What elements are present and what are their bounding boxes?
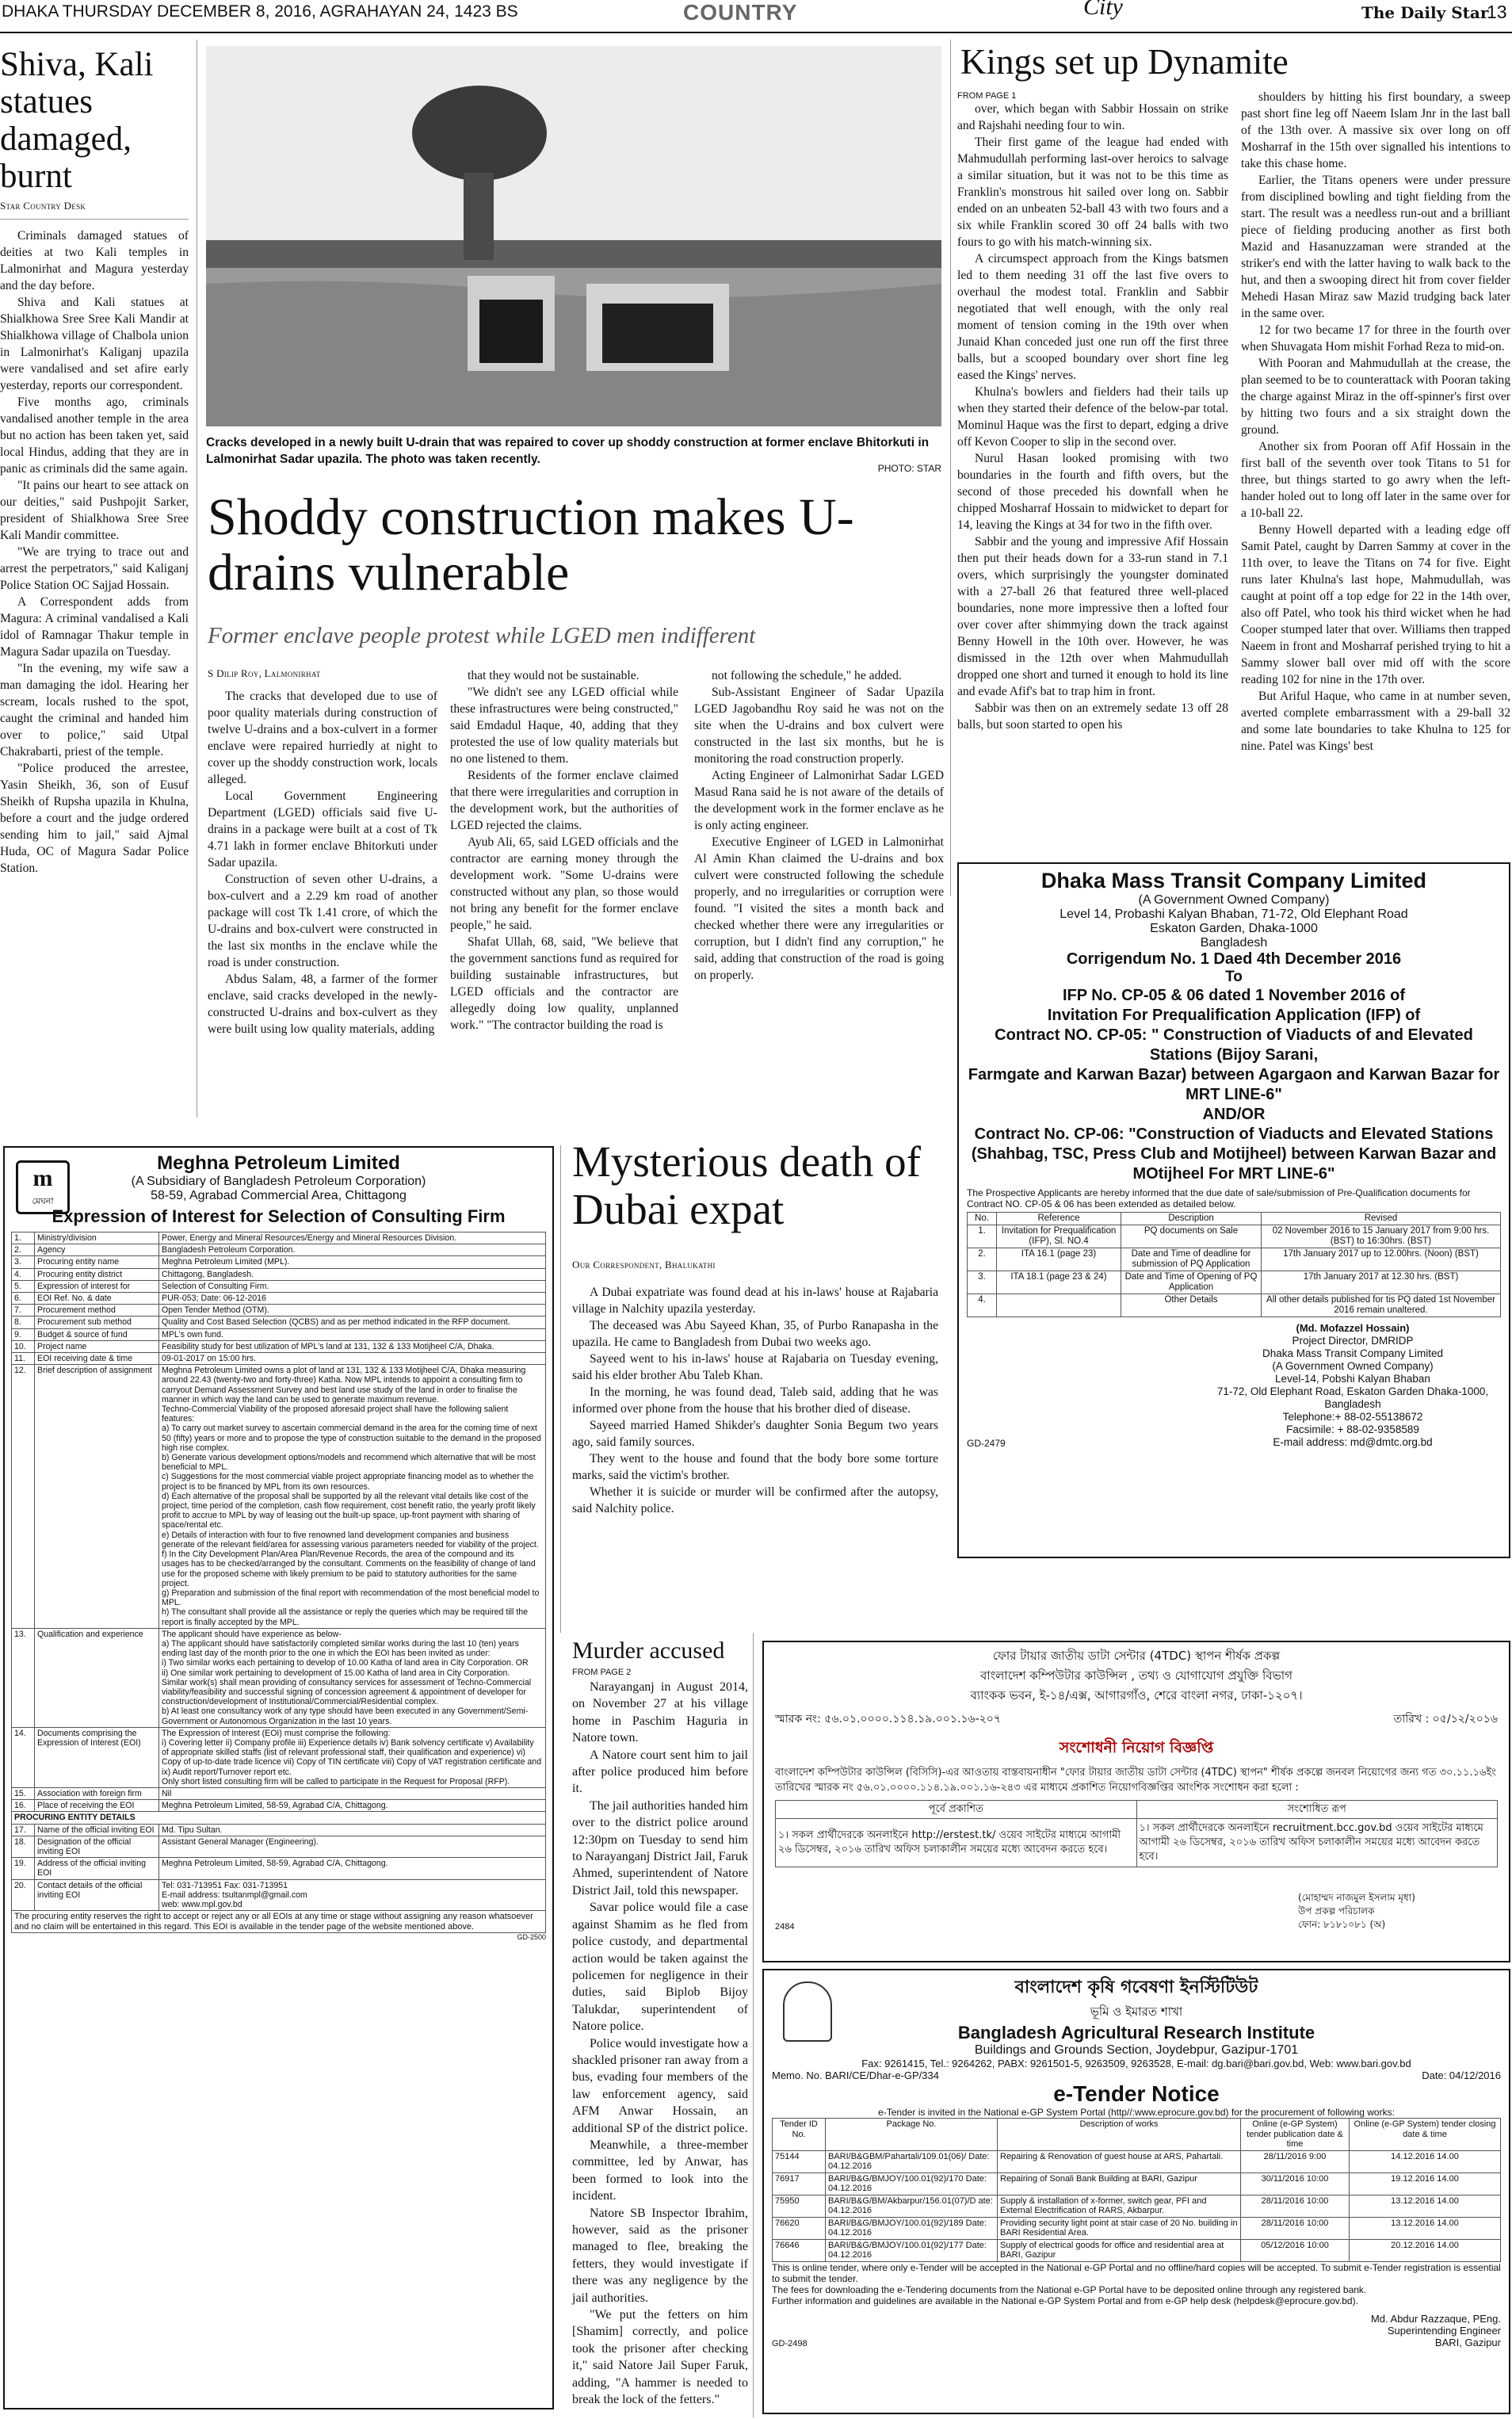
paragraph: Shafat Ullah, 68, said, "We believe that the government sanctions fund as required for building sustainable infrastructures, but LGED officials and the contractor are allegedly doing low quality, unplanned work." "The contractor building the road is bbox=[450, 935, 678, 1032]
bari-sig-name: Md. Abdur Razzaque, PEng. bbox=[1370, 2312, 1501, 2325]
bari-bn-section: ভূমি ও ইমারত শাখা bbox=[1090, 2004, 1183, 2019]
city-label: City bbox=[1083, 0, 1123, 20]
table-row bbox=[12, 1280, 546, 1292]
shoddy-col-2 bbox=[450, 667, 678, 1034]
table-cell: All other details published for tis PQ dated 1st November 2016 remain unaltered. bbox=[1262, 1294, 1501, 1317]
table-cell: Invitation for Prequalification (IFP), Sl. NO.4 bbox=[997, 1225, 1121, 1248]
shiva-article bbox=[0, 46, 189, 877]
dmtc-cp05-a: Contract NO. CP-05: " Construction of Viaducts of and Elevated Stations (Bijoy Sarani, bbox=[995, 1026, 1473, 1064]
shiva-headline: Shiva, Kali statues damaged, burnt bbox=[0, 46, 154, 195]
table-row bbox=[12, 1256, 546, 1268]
dmtc-sub: (A Government Owned Company) bbox=[1138, 893, 1330, 907]
bari-logo-icon bbox=[783, 1981, 832, 2042]
table-cell: 18. bbox=[12, 1836, 35, 1857]
dmtc-name: Dhaka Mass Transit Company Limited bbox=[1040, 869, 1427, 892]
table-cell: 14. bbox=[12, 1727, 35, 1787]
kings-headline: Kings set up Dynamite bbox=[960, 42, 1289, 82]
table-row bbox=[968, 1271, 1501, 1294]
u-drain-photo-illustration bbox=[206, 46, 941, 426]
dmtc-note: The Prospective Applicants are hereby informed that the due date of sale/submission of Pre-Qualification documents for Contract NO. CP-05 & 06 has been extended as detailed below. bbox=[967, 1187, 1471, 1210]
table-row bbox=[12, 1244, 546, 1256]
table-cell: Meghna Petroleum Limited owns a plot of land at 131, 132 & 133 Motijheel C/A, Dhaka measuring around 22.43 (twenty-two and forty-three) Katha. Now MPL intends to appoint a consulting firm to carryout Demand Assessment Survey and best land use study of the land in order to finalise the manner in which way the land can be used to generate maximum revenue. Techno-Commercial Viability of the proposed aforesaid project shall have the following salient features: a) To carry out market survey to ascertain commercial demand in the area for the coming time of next 50 (fifty) years or more and to propose the type of construction suitable to the demand in the proposed high rise complex. b) Generate various development options/models and recommend which alternative that will be most beneficial to MPL. c) Suggestions for the most commercial viable project appropriate financing model as to whether the project is to be financed by MPL from its own resources. d) Each alternative of the proposal shall be supported by all the relevant vital details like cost of the project, time period of the completion, cash flow requirement, cost benefit ratio, the yearly profit likely profit to accrue to MPL by way of leasing out the built-up space, up-front payment with sharing of space/rental etc. e) Details of interaction with four to five renowned land development companies and business generate of the relevant field/area for assessing various parameters needed for viability of the project. f) In the City Development Plan/Area Plan/Revenue Records, the area of the compound and its usages has to be checked/arranged by the consultant. Comments on the feasibility of change of land use for the proposed scheme with likely premium to be paid to statutory authorities for the same project. g) Preparation and submission of the final report with recommendation of the most beneficial model to MPL. h) The consultant shall provide all the assistance or reply the queries which may be required till the report is finally accepted by the MPL. bbox=[159, 1365, 546, 1628]
table-cell: 4. bbox=[968, 1294, 997, 1317]
paragraph: Sayeed went to his in-laws' house at Rajabaria on Tuesday evening, said his elder brother Abu Taleb Khan. bbox=[572, 1352, 938, 1382]
bcc-sig-phone: ফোন: ৮১৮১০৮১ (অ) bbox=[1298, 1919, 1386, 1930]
table-cell: 2. bbox=[12, 1244, 35, 1256]
table-cell: 09-01-2017 on 15:00 hrs. bbox=[159, 1353, 546, 1365]
bcc-body: বাংলাদেশ কম্পিউটার কাউন্সিল (বিসিসি)-এর আওতায় বাস্তবায়নাধীন "ফোর টায়ার জাতীয় ডাটা সেন্টার (4TDC) স্থাপন" শীর্ষক প্রকল্পে জনবল নিয়োগের জন্য গত ৩০.১১.১৬ইং তারিখের স্মারক নং ৫৬.০১.০০০০.১১৪.১৯.০০১.১৬-২৪৩ এর মাধ্যমে প্রকাশিত নিয়োগবিজ্ঞপ্তির আংশিক সংশোধন করা হলো : bbox=[775, 1767, 1496, 1794]
table-cell: 75950 bbox=[773, 2195, 826, 2217]
table-cell: 20.12.2016 14.00 bbox=[1350, 2239, 1501, 2261]
dmtc-table bbox=[967, 1212, 1501, 1317]
bari-memo: Memo. No. BARI/CE/Dhar-e-GP/334 bbox=[772, 2069, 939, 2081]
shoddy-col-3 bbox=[694, 667, 944, 984]
signature-line: Project Director, DMRIDP bbox=[1292, 1335, 1414, 1347]
table-cell: Procurement method bbox=[35, 1305, 159, 1317]
table-cell: Documents comprising the Expression of Interest (EOI) bbox=[35, 1727, 159, 1787]
table-cell: Project name bbox=[35, 1340, 159, 1352]
table-row bbox=[968, 1248, 1501, 1271]
table-cell: Brief description of assignment bbox=[35, 1365, 159, 1628]
table-cell bbox=[997, 1294, 1121, 1317]
bcc-line-1: ফোর টায়ার জাতীয় ডাটা সেন্টার (4TDC) স্থাপন শীর্ষক প্রকল্প bbox=[992, 1649, 1281, 1663]
table-cell: Power, Energy and Mineral Resources/Energy and Mineral Resources Division. bbox=[159, 1232, 546, 1244]
meghna-title: Expression of Interest for Selection of Consulting Firm bbox=[52, 1206, 506, 1226]
table-cell: 76620 bbox=[773, 2217, 826, 2239]
paragraph: Another six from Pooran off Afif Hossain in the first ball of the seventh over took Titans to 51 for three, but things started to go awry when the left-hander holed out to long off later in the same over for a 10-ball 22. bbox=[1241, 440, 1510, 520]
section-heading: PROCURING ENTITY DETAILS bbox=[12, 1812, 546, 1824]
shoddy-headline: Shoddy construction makes U-drains vulnerable bbox=[208, 488, 854, 602]
paragraph: that they would not be sustainable. bbox=[468, 669, 640, 682]
table-cell: Description of works bbox=[998, 2119, 1241, 2151]
bari-note-3: Further information and guidelines are available in the National e-GP System Portal and from e-GP help desk (helpdesk@eprocure.gov.bd). bbox=[772, 2295, 1358, 2306]
paragraph: Sayeed married Hamed Shikder's daughter Sonia Begum two years ago, said family sources. bbox=[572, 1419, 938, 1449]
table-cell: 6. bbox=[12, 1293, 35, 1305]
meghna-sub: (A Subsidiary of Bangladesh Petroleum Corporation) bbox=[131, 1175, 426, 1188]
paragraph: A circumspect approach from the Kings batsmen led to them needing 31 off the last five overs to overhaul the modest total. Franklin and Sabbir negotiated that well enough, with the only real moment of tension coming in the 19th over when Junaid Khan conceded just one run off the first three balls, but a scooped boundary over short fine leg eased the Kings' nerves. bbox=[957, 252, 1228, 382]
shiva-byline: Star Country Desk bbox=[0, 200, 189, 220]
bari-sub: Buildings and Grounds Section, Joydebpur, Gazipur-1701 bbox=[974, 2043, 1299, 2057]
meghna-logo bbox=[16, 1160, 70, 1214]
paragraph: The cracks that developed due to use of poor quality materials during construction of twelve U-drains and a box-culvert in a former enclave were repaired hurriedly at night to cover up the shoddy construction work, locals alleged. bbox=[208, 690, 437, 786]
page-number: 13 bbox=[1487, 2, 1507, 22]
paragraph: 12 for two became 17 for three in the fourth over when Shuvagata Hom mishit Forhad Reza to mid-on. bbox=[1241, 323, 1510, 353]
dmtc-cp05-b: Farmgate and Karwan Bazar) between Agargaon and Karwan Bazar for MRT LINE-6" bbox=[968, 1066, 1500, 1103]
table-cell: Procurement sub method bbox=[35, 1317, 159, 1328]
table-cell: EOI receiving date & time bbox=[35, 1353, 159, 1365]
signature-line: 71-72, Old Elephant Road, Eskaton Garden Dhaka-1000, Bangladesh bbox=[1216, 1385, 1489, 1410]
photo-credit: PHOTO: STAR bbox=[877, 463, 941, 474]
paragraph: In the morning, he was found dead, Taleb said, adding that he was informed over phone from the house that his brother died of disease. bbox=[572, 1385, 938, 1416]
table-row bbox=[12, 1328, 546, 1340]
table-row bbox=[968, 1294, 1501, 1317]
paragraph: Abdus Salam, 48, a farmer of the former enclave, said cracks developed in the newly-constructed U-drains and box-culvert as they were built using low quality materials, adding bbox=[208, 973, 437, 1036]
paragraph: Criminals damaged statues of deities at two Kali temples in Lalmonirhat and Magura yesterday and the day before. bbox=[0, 229, 189, 292]
bcc-head-old: পূর্বে প্রকাশিত bbox=[776, 1801, 1137, 1819]
page-header bbox=[0, 0, 1512, 33]
table-row bbox=[12, 1305, 546, 1317]
table-row bbox=[12, 1268, 546, 1280]
table-cell: 28/11/2016 10:00 bbox=[1241, 2195, 1350, 2217]
paragraph: Construction of seven other U-drains, a box-culvert and a 2.29 km road of another package will cost Tk 1.41 crore, of which the U-drains and box-culvert were constructed in the last six months in the enclave while the road is under construction. bbox=[208, 873, 437, 969]
meghna-code: GD-2500 bbox=[517, 1933, 546, 1942]
dmtc-signature bbox=[1205, 1322, 1501, 1449]
table-row bbox=[773, 2195, 1501, 2217]
shoddy-subhead: Former enclave people protest while LGED men indifferent bbox=[208, 623, 756, 648]
table-cell: 20. bbox=[12, 1879, 35, 1911]
table-cell: 8. bbox=[12, 1317, 35, 1328]
table-cell: Other Details bbox=[1121, 1294, 1262, 1317]
table-cell: Expression of interest for bbox=[35, 1280, 159, 1292]
paragraph: "We are trying to trace out and arrest the perpetrators," said Kaliganj Police Station OC Sajjad Hossain. bbox=[0, 545, 189, 592]
shoddy-byline: S Dilip Roy, Lalmonirhat bbox=[208, 667, 321, 679]
dateline: DHAKA THURSDAY DECEMBER 8, 2016, AGRAHAYAN 24, 1423 BS bbox=[2, 2, 518, 21]
paragraph: "In the evening, my wife saw a man damaging the idol. Hearing her scream, locals rushed to the spot, caught the criminal and handed him over to police," said Utpal Chakrabarti, priest of the temple. bbox=[0, 662, 189, 759]
dubai-headline: Mysterious death of Dubai expat bbox=[572, 1137, 921, 1233]
table-cell: Selection of Consulting Firm. bbox=[159, 1280, 546, 1292]
table-row bbox=[968, 1225, 1501, 1248]
dubai-byline: Our Correspondent, Bhalukathi bbox=[572, 1259, 716, 1271]
table-row bbox=[773, 2150, 1501, 2173]
table-row bbox=[12, 1628, 546, 1727]
table-cell: Feasibility study for best utilization of MPL's land at 131, 132 & 133 Motijheel C/A, Dhaka. bbox=[159, 1340, 546, 1352]
bcc-date: তারিখ : ০৫/১২/২০১৬ bbox=[1393, 1713, 1498, 1725]
table-cell: Meghna Petroleum Limited (MPL). bbox=[159, 1256, 546, 1268]
paragraph: They went to the house and found that the body bore some torture marks, said the victim's brother. bbox=[572, 1452, 938, 1482]
bari-note-2: The fees for downloading the e-Tendering documents from the National e-GP Portal have to be deposited online through any registered bank. bbox=[772, 2283, 1367, 2295]
signature-line: E-mail address: md@dmtc.org.bd bbox=[1273, 1436, 1433, 1448]
shoddy-col-1 bbox=[208, 688, 437, 1038]
table-cell: Name of the official inviting EOI bbox=[35, 1824, 159, 1836]
bari-sig-place: BARI, Gazipur bbox=[1434, 2336, 1501, 2348]
table-cell: 19. bbox=[12, 1858, 35, 1879]
dmtc-to: To bbox=[1225, 969, 1243, 985]
table-row bbox=[773, 2173, 1501, 2195]
paragraph: Acting Engineer of Lalmonirhat Sadar LGED Masud Rana said he is not aware of the details of the development work in the former enclave as he is only acting engineer. bbox=[694, 769, 944, 832]
murder-headline: Murder accused bbox=[572, 1638, 725, 1664]
meghna-ad bbox=[3, 1146, 554, 2409]
dmtc-code: GD-2479 bbox=[967, 1438, 1006, 1449]
table-row bbox=[12, 1879, 546, 1911]
table-cell: Ministry/division bbox=[35, 1232, 159, 1244]
table-cell: 1. bbox=[12, 1232, 35, 1244]
signature-line: (Md. Mofazzel Hossain) bbox=[1296, 1322, 1410, 1334]
paragraph: Savar police would file a case against Shamim as he fled from police custody, and departmental action would be taken against the policemen for negligence in their duties, said Biplob Bijoy Talukdar, superintendent of Natore police. bbox=[572, 1901, 748, 2034]
bari-date: Date: 04/12/2016 bbox=[1422, 2069, 1501, 2081]
paragraph: Earlier, the Titans openers were under pressure from disciplined bowling and tight fielding from the start. The result was a needless run-out and a brilliant piece of fielding producing another as first both Mazid and Hasanuzzaman were stranded at the striker's end with the latter having to walk back to the hut, and then a swooping direct hit from cover fielder Mehedi Hasan Miraz saw Mazid trudging back later in the same over. bbox=[1241, 174, 1510, 320]
table-cell: Online (e-GP System) tender publication date & time bbox=[1241, 2119, 1350, 2151]
paragraph: not following the schedule," he added. bbox=[712, 669, 902, 682]
kings-from: FROM PAGE 1 bbox=[957, 91, 1017, 101]
paragraph: Ayub Ali, 65, said LGED officials and the contractor are earning money through the development work. "Some U-drains were constructed without any plan, so those would not bring any benefit for the former enclave people," he said. bbox=[450, 835, 678, 932]
signature-line: Dhaka Mass Transit Company Limited bbox=[1262, 1347, 1444, 1359]
signature-line: Telephone:+ 88-02-55138672 bbox=[1282, 1411, 1423, 1423]
paragraph: Police would investigate how a shackled prisoner ran away from a bus, evading four members of the law enforcement agency, said AFM Anwar Hossain, an additional SP of the district police. bbox=[572, 2036, 748, 2135]
table-cell: Procuring entity district bbox=[35, 1268, 159, 1280]
paragraph: "We put the fetters on him [Shamim] correctly, and police took the prisoner after checking it," said Natore Jail Super Faruk, adding, "A hammer is needed to break the lock of the fetters." bbox=[572, 2308, 748, 2407]
paragraph: Meanwhile, a three-member committee, led by Anwar, has been formed to look into the incident. bbox=[572, 2138, 748, 2203]
paragraph: Whether it is suicide or murder will be confirmed after the autopsy, said Nalchity police. bbox=[572, 1485, 938, 1515]
table-cell: 13.12.2016 14.00 bbox=[1350, 2195, 1501, 2217]
table-cell: Qualification and experience bbox=[35, 1628, 159, 1727]
paragraph: Sabbir and the young and impressive Afif Hossain then put their heads down for a 33-run stand in 7.1 overs, which surprisingly the youngster dominated with a 27-ball 26 that featured three well-placed boundaries, none more impressive then a lofted four over cover after shimmying down the track against Benny Howell in the 10th over. However, he was dismissed in the 12th over when Mahmudullah dropped one short and turned it enough to hold its line and evade Afif's bat to trap him in front. bbox=[957, 535, 1228, 698]
table-cell: Revised bbox=[1262, 1213, 1501, 1225]
table-row bbox=[12, 1317, 546, 1328]
paragraph: Five months ago, criminals vandalised another temple in the area but no action has been taken yet, said local Hindus, adding that they are in panic as criminals did the same again. bbox=[0, 396, 189, 476]
table-cell: 15. bbox=[12, 1787, 35, 1799]
dmtc-address-2: Eskaton Garden, Dhaka-1000 bbox=[1150, 922, 1318, 935]
masthead: The Daily Star bbox=[1361, 3, 1489, 22]
bari-bn-name: বাংলাদেশ কৃষি গবেষণা ইনস্টিটিউট bbox=[1014, 1978, 1258, 1997]
paragraph: Local Government Engineering Department (LGED) officials said five U-drains in a package were built at a cost of Tk 4.71 lakh in former enclave Bhitorkuti under Sadar upazila. bbox=[208, 789, 437, 869]
table-cell: Meghna Petroleum Limited, 58-59, Agrabad C/A, Chittagong. bbox=[159, 1858, 546, 1879]
table-cell: 3. bbox=[12, 1256, 35, 1268]
section-name: COUNTRY bbox=[683, 0, 798, 25]
table-cell: 30/11/2016 10:00 bbox=[1241, 2173, 1350, 2195]
paragraph: Narayanganj in August 2014, on November 27 at his village home in Paschim Haguria in Natore town. bbox=[572, 1680, 748, 1745]
table-cell: PQ documents on Sale bbox=[1121, 1225, 1262, 1248]
bari-name: Bangladesh Agricultural Research Institute bbox=[957, 2023, 1315, 2043]
meghna-table bbox=[11, 1232, 546, 1911]
table-cell: ITA 18.1 (page 23 & 24) bbox=[997, 1271, 1121, 1294]
table-cell: Agency bbox=[35, 1244, 159, 1256]
table-cell: Nil bbox=[159, 1787, 546, 1799]
paragraph: Sabbir was then on an extremely sedate 13 off 28 balls, but soon started to open his bbox=[957, 701, 1228, 732]
table-cell: 17th January 2017 at 12.30 hrs. (BST) bbox=[1262, 1271, 1501, 1294]
paragraph: The deceased was Abu Sayeed Khan, 35, of Purbo Ranapasha in the upazila. He came to Bangladesh from Dubai two weeks ago. bbox=[572, 1319, 938, 1349]
table-cell: 76646 bbox=[773, 2239, 826, 2261]
bcc-code: 2484 bbox=[775, 1922, 795, 1932]
table-cell: Supply of electrical goods for office and residential area at BARI, Gazipur bbox=[998, 2239, 1241, 2261]
dmtc-andor: AND/OR bbox=[1202, 1106, 1266, 1123]
dmtc-address-1: Level 14, Probashi Kalyan Bhaban, 71-72, Old Elephant Road bbox=[1060, 908, 1408, 921]
paragraph: A Natore court sent him to jail after police produced him before it. bbox=[572, 1748, 748, 1796]
paragraph: The jail authorities handed him over to the district police around 12:30pm on Tuesday to send him to Narayanganj District Jail, Faruk Ahmed, superintendent of Natore District Jail, told this newspaper. bbox=[572, 1798, 748, 1897]
bari-note-1: This is online tender, where only e-Tender will be accepted in the National e-GP Portal and no offline/hard copies will be accepted. To submit e-Tender registration is essential to submit the tender. bbox=[772, 2261, 1501, 2284]
table-cell: 10. bbox=[12, 1340, 35, 1352]
paragraph: A Dubai expatriate was found dead at his in-laws' house at Rajabaria village in Nalchity upazila yesterday. bbox=[572, 1286, 938, 1316]
table-cell: Date and Time of deadline for submission of PQ Application bbox=[1121, 1248, 1262, 1271]
table-cell: MPL's own fund. bbox=[159, 1328, 546, 1340]
bcc-sig-title: উপ প্রকল্প পরিচালক bbox=[1298, 1905, 1375, 1916]
table-cell: 5. bbox=[12, 1280, 35, 1292]
table-cell: Description bbox=[1121, 1213, 1262, 1225]
table-cell: 14.12.2016 14.00 bbox=[1350, 2150, 1501, 2173]
table-cell: PUR-053; Date: 06-12-2016 bbox=[159, 1293, 546, 1305]
table-cell: 11. bbox=[12, 1353, 35, 1365]
table-cell: 7. bbox=[12, 1305, 35, 1317]
table-cell: Designation of the official inviting EOI bbox=[35, 1836, 159, 1857]
paragraph: Their first game of the league had ended with Mahmudullah performing last-over heroics to salvage a similar situation, but it was not to be this time as Franklin's monstrous hit sailed over long on. Sabbir ended on an unbeaten 52-ball 43 with two fours and a six while Franklin scored 30 off 24 balls with two fours to go with his match-winning six. bbox=[957, 136, 1228, 249]
table-cell: Procuring entity name bbox=[35, 1256, 159, 1268]
table-row bbox=[773, 2239, 1501, 2261]
kings-col-2 bbox=[1241, 89, 1510, 755]
signature-line: Level-14, Pobshi Kalyan Bhaban bbox=[1275, 1373, 1430, 1385]
paragraph: Khulna's bowlers and fielders had their tails up when they started their defence of the below-par total. Mominul Haque was the first to depart, edging a drive off Kevon Cooper to slip in the second over. bbox=[957, 385, 1228, 449]
paragraph: shoulders by hitting his first boundary, a sweep past short fine leg off Naeem Islam Jnr in the last ball of the 13th over. A massive six over long on off Mosharraf in the 15th over signalled his intentions to take this chase home. bbox=[1241, 90, 1510, 170]
bcc-sig-name: (মোহাম্মদ নাজমুল ইসলাম মৃধা) bbox=[1298, 1892, 1415, 1903]
table-cell: Tel: 031-713951 Fax: 031-713951 E-mail address: tsultanmpl@gmail.com web: www.mpl.gov.bd bbox=[159, 1879, 546, 1911]
story-photo bbox=[206, 46, 941, 426]
paragraph: Residents of the former enclave claimed that there were irregularities and corruption in the development work, but the authorities of LGED rejected the claims. bbox=[450, 769, 678, 832]
signature-line: Facsimile: + 88-02-9358589 bbox=[1286, 1424, 1419, 1435]
logo-mark-icon: m bbox=[32, 1165, 53, 1191]
table-row bbox=[12, 1727, 546, 1787]
table-cell: 4. bbox=[12, 1268, 35, 1280]
table-cell: 02 November 2016 to 15 January 2017 from 9:00 hrs. (BST) to 16:30hrs. (BST) bbox=[1262, 1225, 1501, 1248]
paragraph: "It pains our heart to see attack on our deities," said Pushpojit Sarker, president of Shialkhowa Sree Sree Kali Mandir committee. bbox=[0, 479, 189, 542]
dmtc-ad bbox=[957, 862, 1510, 1558]
table-cell: Md. Tipu Sultan. bbox=[159, 1824, 546, 1836]
table-cell: Date and Time of Opening of PQ Application bbox=[1121, 1271, 1262, 1294]
paragraph: "We didn't see any LGED official while these infrastructures were being constructed," said Emdadul Haque, 40, adding that they protested the use of low quality materials but no one listened to them. bbox=[450, 686, 678, 766]
bari-sig-title: Superintending Engineer bbox=[1387, 2324, 1501, 2337]
table-row bbox=[12, 1293, 546, 1305]
table-cell: 19.12.2016 14.00 bbox=[1350, 2173, 1501, 2195]
table-row bbox=[12, 1858, 546, 1879]
table-cell: Bangladesh Petroleum Corporation. bbox=[159, 1244, 546, 1256]
table-row bbox=[12, 1232, 546, 1244]
table-cell: 1. bbox=[968, 1225, 997, 1248]
table-cell: Open Tender Method (OTM). bbox=[159, 1305, 546, 1317]
table-row bbox=[12, 1787, 546, 1799]
table-cell: Package No. bbox=[826, 2119, 998, 2151]
bari-table bbox=[772, 2118, 1501, 2262]
bcc-line-3: ব্যাংকক ভবন, ই-১৪/এক্স, আগারগাঁও, শেরে বাংলা নগর, ঢাকা-১২০৭। bbox=[970, 1688, 1303, 1702]
bari-ad bbox=[762, 1969, 1510, 2414]
bcc-memo: স্মারক নং: ৫৬.০১.০০০০.১১৪.১৯.০০১.১৬-২০৭ bbox=[775, 1713, 1001, 1725]
table-cell: Meghna Petroleum Limited, 58-59, Agrabad C/A, Chittagong. bbox=[159, 1800, 546, 1812]
paragraph: Executive Engineer of LGED in Lalmonirhat Al Amin Khan claimed the U-drains and box culvert were constructed following the schedule properly, and no irregularities or corruption were found. "I visited the sites a month back and checked whether there were any irregularities or corruption, but I didn't find any corruption," he said, adding that construction of the road is going on properly. bbox=[694, 835, 944, 982]
paragraph: Natore SB Inspector Ibrahim, however, said as the prisoner managed to flee, breaking the fetters, they would investigate if there was any negligence by the jail authorities. bbox=[572, 2206, 748, 2305]
paragraph: "Police produced the arrestee, Yasin Sheikh, 36, son of Eusuf Sheikh of Rupsha upazila in Khulna, before a court and the judge ordered sending him to jail," said Ajmal Huda, OC of Magura Sadar Police Station. bbox=[0, 762, 189, 875]
table-cell: Repairing & Renovation of guest house at ARS, Pahartali. bbox=[998, 2150, 1241, 2173]
bari-intro: e-Tender is invited in the National e-GP System Portal (http//:www.eprocure.gov.bd) for the procurement of following works: bbox=[878, 2107, 1395, 2118]
table-cell: EOI Ref. No. & date bbox=[35, 1293, 159, 1305]
paragraph: Benny Howell departed with a leading edge off Samit Patel, caught by Darren Sammy at cover in the 11th over, to leave the Titans on 74 for five. Eight runs later Khulna's last hope, Mahmudullah, was caught at point off a top edge for 22 in the 14th over, also off Patel, who took his third wicket when he had Cooper stumped later that over. Williams then trapped Naeem in front and Mosharraf perished trying to hit a Sammy slower ball over mid off with the score reading 102 for nine in the 17th over. bbox=[1241, 523, 1510, 686]
table-cell: Association with foreign firm bbox=[35, 1787, 159, 1799]
table-cell: 05/12/2016 10:00 bbox=[1241, 2239, 1350, 2261]
table-cell: BARI/B&G/BMJOY/100.01(92)/189 Date: 04.12.2016 bbox=[826, 2217, 998, 2239]
table-cell: ITA 16.1 (page 23) bbox=[997, 1248, 1121, 1271]
table-cell: 16. bbox=[12, 1800, 35, 1812]
bari-code: GD-2498 bbox=[772, 2338, 808, 2348]
bcc-ad bbox=[762, 1641, 1510, 1962]
meghna-footer: The procuring entity reserves the right to accept or reject any or all EOIs at any time or stage without assigning any reason whatsoever and no claim will be entertained in this regard. This EOI is available in the tender page of the website mentioned above. bbox=[11, 1911, 546, 1933]
table-cell: 2. bbox=[968, 1248, 997, 1271]
dmtc-ifp: IFP No. CP-05 & 06 dated 1 November 2016 of bbox=[1062, 987, 1405, 1004]
table-cell: Tender ID No. bbox=[773, 2119, 826, 2151]
murder-from: FROM PAGE 2 bbox=[572, 1668, 632, 1677]
paragraph: With Pooran and Mahmudullah at the crease, the plan seemed to be to counterattack with Pooran taking the charge against Miraz in the off-spinner's first over by hitting two fours and a six straight down the ground. bbox=[1241, 357, 1510, 437]
table-row bbox=[12, 1800, 546, 1812]
paragraph: But Ariful Haque, who came in at number seven, averted complete embarrassment with a 29-ball 32 and some late boundaries to take Khulna to 125 for nine. Patel was Kings' best bbox=[1241, 690, 1510, 753]
dmtc-cp06: Contract No. CP-06: "Construction of Viaducts and Elevated Stations (Shahbag, TSC, Press Club and Motijheel) between Karwan Bazar and MOtijheel For MRT LINE-6" bbox=[971, 1125, 1497, 1183]
signature-line: (A Government Owned Company) bbox=[1272, 1360, 1434, 1372]
bcc-old-text: ১। সকল প্রার্থীদেরকে অনলাইনে http://erstest.tk/ ওয়েব সাইটের মাধ্যমে আগামী ২৬ ডিসেম্বর, ২০১৬ তারিখ অফিস চলাকালীন সময়ের মধ্যে আবেদন করতে হবে। bbox=[776, 1819, 1137, 1867]
table-cell: 28/11/2016 10:00 bbox=[1241, 2217, 1350, 2239]
logo-text: মেঘনা bbox=[32, 1196, 54, 1206]
table-cell: 76917 bbox=[773, 2173, 826, 2195]
table-row bbox=[12, 1824, 546, 1836]
table-cell: BARI/B&G/BMJOY/100.01(92)/170 Date: 04.12.2016 bbox=[826, 2173, 998, 2195]
dmtc-invitation: Invitation For Prequalification Application (IFP) of bbox=[1047, 1007, 1421, 1024]
paragraph: Sub-Assistant Engineer of Sadar Upazila LGED Jagobandhu Roy said he was not on the site when the U-drains and box culvert were constructed in the last six months, but he is monitoring the road construction properly. bbox=[694, 686, 944, 766]
table-cell: BARI/B&GBM/Pahartali/109.01(06)/ Date: 04.12.2016 bbox=[826, 2150, 998, 2173]
table-cell: 17. bbox=[12, 1824, 35, 1836]
table-cell: 9. bbox=[12, 1328, 35, 1340]
dmtc-corrigendum: Corrigendum No. 1 Daed 4th December 2016 bbox=[1066, 950, 1402, 968]
table-cell: 28/11/2016 9:00 bbox=[1241, 2150, 1350, 2173]
paragraph: A Correspondent adds from Magura: A criminal vandalised a Kali idol of Ramnagar Thakur temple in Magura Sadar upazila on Tuesday. bbox=[0, 595, 189, 659]
table-row bbox=[12, 1365, 546, 1628]
table-cell: Providing security light point at stair case of 20 No. building in BARI Residential Area. bbox=[998, 2217, 1241, 2239]
meghna-address: 58-59, Agrabad Commercial Area, Chittagong bbox=[151, 1189, 407, 1202]
table-cell: 75144 bbox=[773, 2150, 826, 2173]
bcc-line-2: বাংলাদেশ কম্পিউটার কাউন্সিল , তথ্য ও যোগাযোগ প্রযুক্তি বিভাগ bbox=[980, 1668, 1292, 1683]
table-cell: Quality and Cost Based Selection (QCBS) and as per method indicated in the RFP document. bbox=[159, 1317, 546, 1328]
table-cell: Assistant General Manager (Engineering). bbox=[159, 1836, 546, 1857]
table-cell: Contact details of the official inviting EOI bbox=[35, 1879, 159, 1911]
table-cell: 13.12.2016 14.00 bbox=[1350, 2217, 1501, 2239]
paragraph: Nurul Hasan looked promising with two boundaries in the fourth and fifth overs, but the second of those preceded his downfall when he chipped Mosharraf Hossain to midwicket to depart for 14, leaving the Kings at 34 for two in the fifth over. bbox=[957, 452, 1228, 532]
table-cell: Address of the official inviting EOI bbox=[35, 1858, 159, 1879]
table-cell: BARI/B&G/BMJOY/100.01(92)/177 Date: 04.12.2016 bbox=[826, 2239, 998, 2261]
table-cell: BARI/B&G/BM/Akbarpur/156.01(07)/D ate: 04.12.2016 bbox=[826, 2195, 998, 2217]
kings-col-1 bbox=[957, 101, 1228, 733]
bcc-head-new: সংশোধিত রূপ bbox=[1136, 1801, 1498, 1819]
murder-body bbox=[572, 1679, 748, 2408]
bari-contact: Fax: 9261415, Tel.: 9264262, PABX: 9261501-5, 9263509, 9263528, E-mail: dg.bari@bari.gov.bd, Web: www.bari.gov.bd bbox=[861, 2058, 1411, 2069]
dmtc-country: Bangladesh bbox=[1200, 936, 1268, 950]
table-cell: Supply & installation of x-former, switch gear, PFI and External Electrification of RARS, Akbarpur. bbox=[998, 2195, 1241, 2217]
table-cell: 3. bbox=[968, 1271, 997, 1294]
table-row bbox=[12, 1353, 546, 1365]
table-cell: 17th January 2017 up to 12.00hrs. (Noon) (BST) bbox=[1262, 1248, 1501, 1271]
bcc-new-text: ১। সকল প্রার্থীদেরকে অনলাইনে recruitment.bcc.gov.bd ওয়েব সাইটের মাধ্যমে আগামী ২৬ ডিসেম্বর, ২০১৬ তারিখ অফিস চলাকালীন সময়ের মধ্যে আবেদন করতে হবে। bbox=[1136, 1819, 1498, 1867]
table-cell: No. bbox=[968, 1213, 997, 1225]
table-cell: Place of receiving the EOI bbox=[35, 1800, 159, 1812]
table-cell: 12. bbox=[12, 1365, 35, 1628]
bari-title: e-Tender Notice bbox=[1053, 2081, 1220, 2106]
table-cell: Reference bbox=[997, 1213, 1121, 1225]
table-cell: 13. bbox=[12, 1628, 35, 1727]
paragraph: Shiva and Kali statues at Shialkhowa Sree Sree Kali Mandir at Shialkhowa village of Chalbola union in Lalmonirhat's Kaliganj upazila were vandalised and set afire early yesterday, reports our correspondent. bbox=[0, 296, 189, 392]
table-row bbox=[12, 1836, 546, 1857]
table-cell: Budget & source of fund bbox=[35, 1328, 159, 1340]
shiva-body bbox=[0, 227, 189, 877]
table-header-row bbox=[773, 2119, 1501, 2151]
table-cell: Chittagong, Bangladesh. bbox=[159, 1268, 546, 1280]
dubai-body bbox=[572, 1284, 938, 1517]
table-cell: The Expression of Interest (EOI) must comprise the following: i) Covering letter ii) Company profile iii) Experience details iv) Bank solvency certificate v) Availability of appropriate skilled staffs (list of relevant professional staff, their qualification and experience) vi) Copy of up-to-date trade licence vii) Copy of TIN certificate viii) Copy of VAT registration certificate and ix) Audit report/Turnover report etc. Only short listed consulting firm will be called to participate in the Request for Proposal (RFP). bbox=[159, 1727, 546, 1787]
table-row bbox=[773, 2217, 1501, 2239]
bcc-title: সংশোধনী নিয়োগ বিজ্ঞপ্তি bbox=[1059, 1739, 1214, 1756]
table-cell: Online (e-GP System) tender closing date & time bbox=[1350, 2119, 1501, 2151]
photo-caption: Cracks developed in a newly built U-drain that was repaired to cover up shoddy construction at former enclave Bhitorkuti in Lalmonirhat Sadar upazila. The photo was taken recently. bbox=[206, 436, 930, 466]
table-header-row bbox=[968, 1213, 1501, 1225]
table-cell: The applicant should have experience as below- a) The applicant should have satisfactorily completed similar works during the last 10 (ten) years ending last day of the month prior to the one in which the EOI has been invited as under: i) Two similar works each pertaining to develop of 10.00 Katha of land area in City Corporation. OR ii) One similar work pertaining to development of 15.00 Katha of land area in City Corporation. Similar work(s) shall mean providing of consultancy services for assessment of Techno-Commercial viability/feasibility and successful signing of concession agreement & appointment of developer for construction/development of Institutional/Commercial/Residential complex. b) At least one consultancy work of any type should have been executed in any Government/Semi-Government or Autonomous Organization in the last 10 years. bbox=[159, 1628, 546, 1727]
table-cell: Repairing of Sonali Bank Building at BARI, Gazipur bbox=[998, 2173, 1241, 2195]
bcc-table bbox=[775, 1800, 1498, 1867]
meghna-name: Meghna Petroleum Limited bbox=[157, 1152, 400, 1174]
paragraph: over, which began with Sabbir Hossain on strike and Rajshahi needing four to win. bbox=[957, 102, 1228, 132]
table-row bbox=[12, 1340, 546, 1352]
